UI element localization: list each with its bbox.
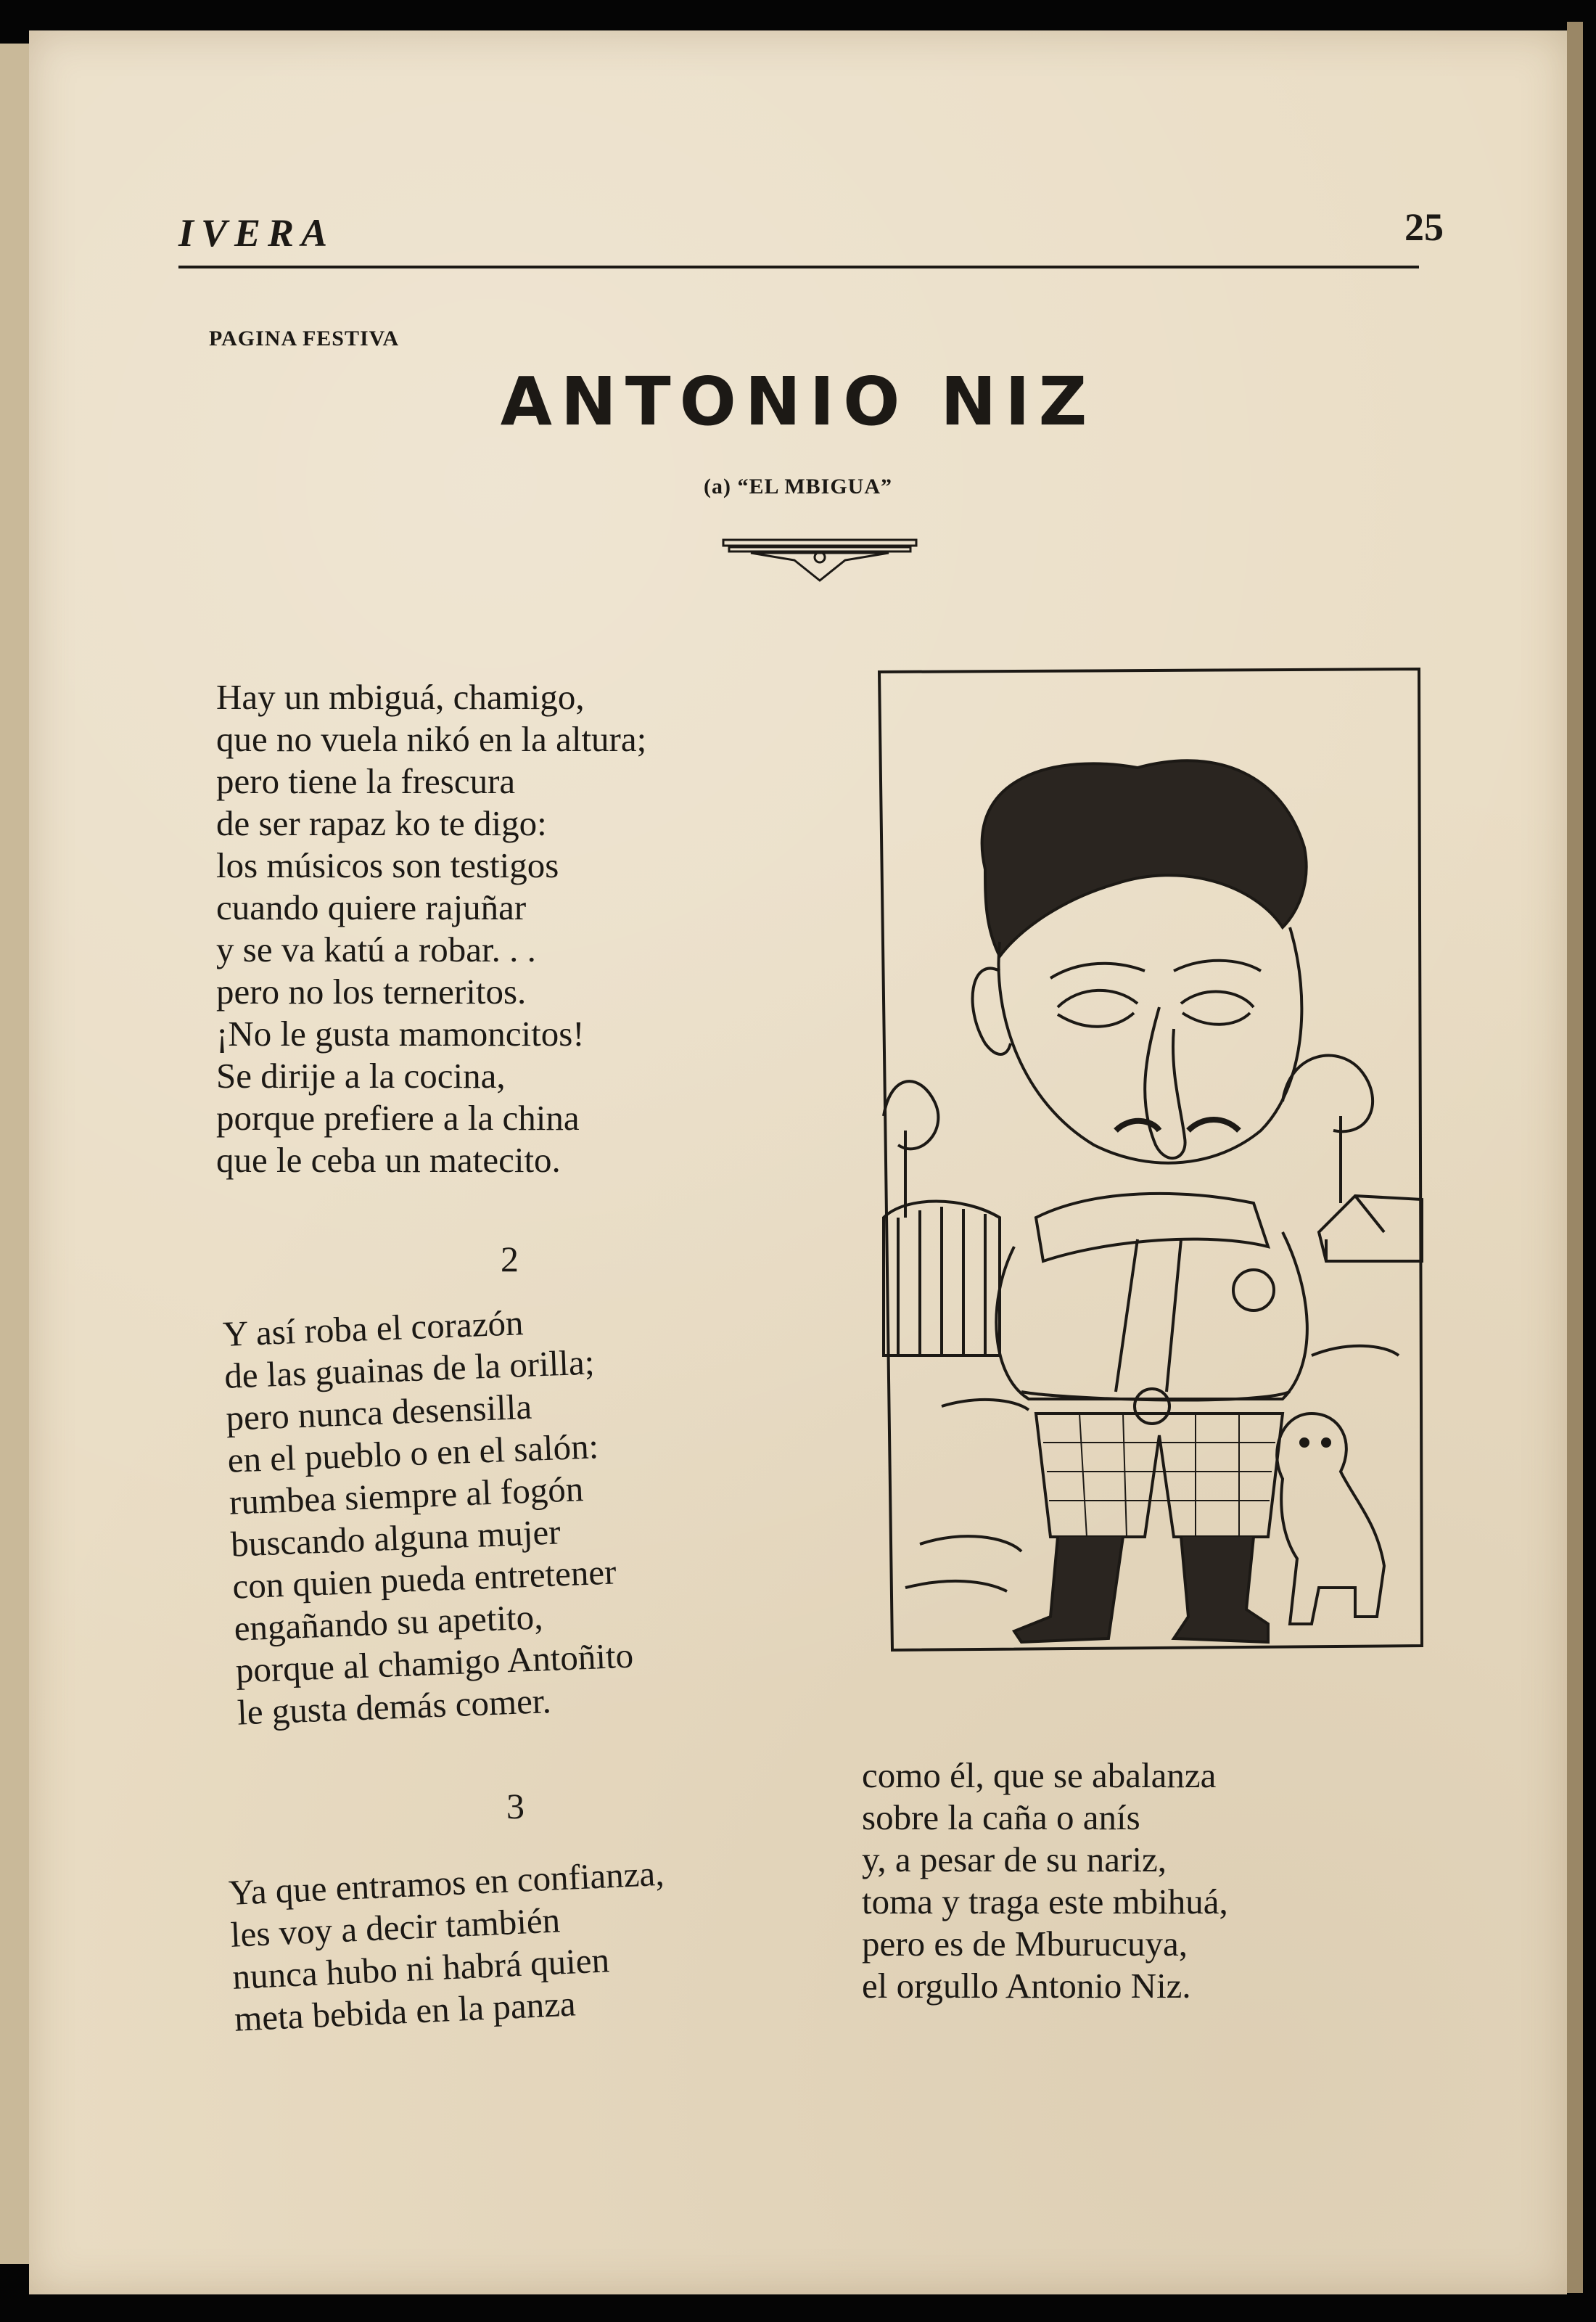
ornament-divider	[722, 537, 918, 588]
poem-line: meta bebida en la panza	[233, 1983, 577, 2039]
poem-line: que le ceba un matecito.	[216, 1140, 561, 1180]
dog	[1277, 1414, 1384, 1624]
poem-line: los músicos son testigos	[216, 845, 559, 885]
house	[1319, 1196, 1422, 1261]
poem-line: nunca hubo ni habrá quien	[231, 1940, 611, 1997]
hair	[982, 760, 1307, 956]
poem-line: Y así roba el corazón	[222, 1302, 525, 1354]
poem-line: como él, que se abalanza	[862, 1755, 1217, 1795]
section-label: PAGINA FESTIVA	[209, 327, 400, 350]
stanza-3-continued	[862, 1755, 1228, 2007]
poem-line: toma y traga este mbihuá,	[862, 1882, 1228, 1921]
poem-line: en el pueblo o en el salón:	[226, 1426, 600, 1480]
poem-line: porque al chamigo Antoñito	[234, 1635, 634, 1691]
poem-line: buscando alguna mujer	[230, 1511, 562, 1564]
poem-line: Se dirije a la cocina,	[216, 1056, 506, 1096]
scarf-tails	[1116, 1239, 1181, 1392]
checkered-pants	[1036, 1414, 1283, 1537]
poem-line: rumbea siempre al fogón	[228, 1469, 585, 1522]
poem-line: le gusta demás comer.	[236, 1681, 552, 1733]
stanza-3	[228, 1853, 670, 2040]
poem-line: de las guainas de la orilla;	[223, 1342, 596, 1396]
stanza-number-2: 2	[501, 1239, 519, 1279]
poem-line: pero tiene la frescura	[216, 761, 516, 801]
poem-line: cuando quiere rajuñar	[216, 887, 527, 927]
caricature-illustration	[876, 666, 1432, 1656]
poem-line: y se va katú a robar. . .	[216, 930, 536, 969]
poem-line: pero es de Mburucuya,	[862, 1924, 1188, 1964]
stanza-1	[216, 676, 646, 1181]
page-number: 25	[1404, 205, 1444, 249]
poem-line: pero nunca desensilla	[225, 1386, 533, 1438]
poem-line: sobre la caña o anís	[862, 1797, 1140, 1837]
stanza-number-3: 3	[506, 1786, 525, 1826]
scarf	[1036, 1194, 1268, 1261]
poem-line: y, a pesar de su nariz,	[862, 1839, 1167, 1879]
poem-line: engañando su apetito,	[233, 1596, 544, 1649]
poem-line: de ser rapaz ko te digo:	[216, 803, 547, 843]
poem-line: con quien pueda entretener	[231, 1551, 617, 1607]
magazine-name: IVERA	[178, 211, 335, 255]
poem-title: ANTONIO NIZ	[500, 363, 1096, 440]
poem-line: Ya que entramos en confianza,	[228, 1853, 665, 1913]
poem-line: el orgullo Antonio Niz.	[862, 1966, 1191, 2006]
header-rule	[178, 266, 1419, 268]
stanza-2	[222, 1298, 635, 1734]
poem-line: pero no los terneritos.	[216, 972, 527, 1012]
poem-subtitle: (a) “EL MBIGUA”	[703, 475, 892, 499]
nose	[1145, 1007, 1185, 1158]
poem-line: que no vuela nikó en la altura;	[216, 719, 647, 759]
shirt-badge	[1233, 1270, 1274, 1310]
poem-line: les voy a decir también	[229, 1900, 562, 1955]
poem-line: Hay un mbiguá, chamigo,	[216, 677, 585, 717]
poem-line: porque prefiere a la china	[216, 1098, 580, 1138]
poem-line: ¡No le gusta mamoncitos!	[216, 1014, 585, 1054]
